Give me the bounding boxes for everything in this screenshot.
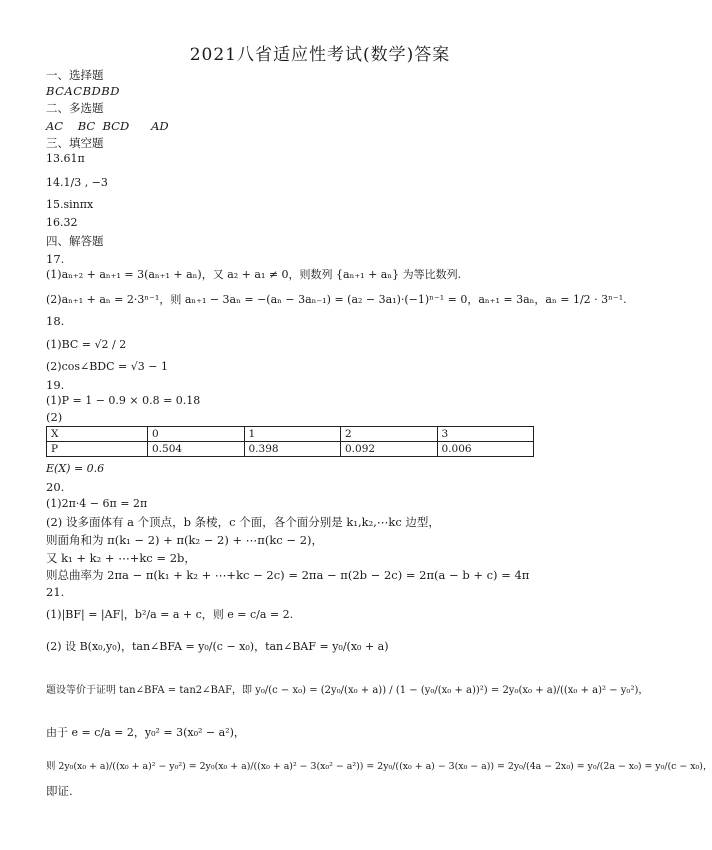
q21-part-2: (2) 设 B(x₀,y₀)，tan∠BFA = y₀/(c − x₀)，tan∠BAF = y₀/(x₀ + a)	[46, 640, 389, 653]
q20-number: 20.	[46, 480, 65, 494]
distribution-table	[46, 426, 534, 457]
section-3-heading: 三、填空题	[46, 136, 104, 150]
q20-part-3: 则面角和为 π(k₁ − 2) + π(k₂ − 2) + ⋯π(kc − 2)，	[46, 533, 323, 547]
section-1-heading: 一、选择题	[46, 68, 104, 82]
section-1-answers: BCACBDBD	[46, 84, 120, 98]
section-2-heading: 二、多选题	[46, 101, 104, 115]
q20-part-1: (1)2π·4 − 6π = 2π	[46, 497, 148, 510]
answer-15: 15.sinπx	[46, 198, 94, 211]
table-cell: 0.006	[437, 442, 534, 457]
answer-13: 13.61π	[46, 152, 85, 165]
table-cell: 0.092	[341, 442, 438, 457]
section-4-heading: 四、解答题	[46, 234, 104, 248]
table-row	[47, 442, 534, 457]
table-cell: X	[47, 427, 148, 442]
q21-number: 21.	[46, 585, 65, 599]
table-cell: 0	[148, 427, 245, 442]
q18-number: 18.	[46, 314, 65, 328]
q21-conclusion: 即证.	[46, 784, 73, 798]
q21-part-5: 则 2y₀(x₀ + a)/((x₀ + a)² − y₀²) = 2y₀(x₀ + a)/((x₀ + a)² − 3(x₀² − a²)) = 2y₀/((x₀ + a) − 3(x₀ − a)) = 2y₀/(4a − 2x₀) = y₀/(2a − x₀) = y₀/(c − x₀)，	[46, 761, 712, 772]
q17-part-2: (2)aₙ₊₁ + aₙ = 2·3ⁿ⁻¹，则 aₙ₊₁ − 3aₙ = −(aₙ − 3aₙ₋₁) = (a₂ − 3a₁)·(−1)ⁿ⁻¹ = 0，aₙ₊₁ = 3aₙ，aₙ = 1/2 · 3ⁿ⁻¹.	[46, 293, 627, 306]
q20-part-4: 又 k₁ + k₂ + ⋯+kc = 2b，	[46, 551, 196, 565]
table-cell: 2	[341, 427, 438, 442]
answer-14: 14.1/3 , −3	[46, 176, 108, 189]
q17-part-1: (1)aₙ₊₂ + aₙ₊₁ = 3(aₙ₊₁ + aₙ)，又 a₂ + a₁ ≠ 0，则数列 {aₙ₊₁ + aₙ} 为等比数列.	[46, 268, 462, 281]
table-cell: 1	[244, 427, 341, 442]
answer-16: 16.32	[46, 216, 78, 229]
table-header-row	[47, 427, 534, 442]
q19-expectation: E(X) = 0.6	[46, 462, 105, 475]
section-2-answers: AC BC BCD AD	[46, 119, 169, 133]
q17-number: 17.	[46, 252, 65, 266]
q18-part-1: (1)BC = √2 / 2	[46, 338, 127, 351]
q20-part-5: 则总曲率为 2πa − π(k₁ + k₂ + ⋯+kc − 2c) = 2πa − π(2b − 2c) = 2π(a − b + c) = 4π	[46, 568, 530, 582]
q21-part-3: 题设等价于证明 tan∠BFA = tan2∠BAF，即 y₀/(c − x₀) = (2y₀/(x₀ + a)) / (1 − (y₀/(x₀ + a))²) = 2y₀(x₀ + a)/((x₀ + a)² − y₀²)，	[46, 685, 649, 696]
q20-part-2: (2) 设多面体有 a 个顶点，b 条棱，c 个面，各个面分别是 k₁,k₂,⋯kc 边型，	[46, 515, 440, 529]
table-cell: P	[47, 442, 148, 457]
q18-part-2: (2)cos∠BDC = √3 − 1	[46, 360, 168, 373]
q19-number: 19.	[46, 378, 65, 392]
page-title: 2021八省适应性考试(数学)答案	[189, 45, 451, 65]
q21-part-1: (1)|BF| = |AF|，b²/a = a + c，则 e = c/a = 2.	[46, 608, 294, 621]
table-cell: 3	[437, 427, 534, 442]
q21-part-4: 由于 e = c/a = 2，y₀² = 3(x₀² − a²)，	[46, 726, 245, 739]
q19-part-2: (2)	[46, 410, 63, 424]
table-cell: 0.504	[148, 442, 245, 457]
table-cell: 0.398	[244, 442, 341, 457]
q19-part-1: (1)P = 1 − 0.9 × 0.8 = 0.18	[46, 394, 201, 407]
